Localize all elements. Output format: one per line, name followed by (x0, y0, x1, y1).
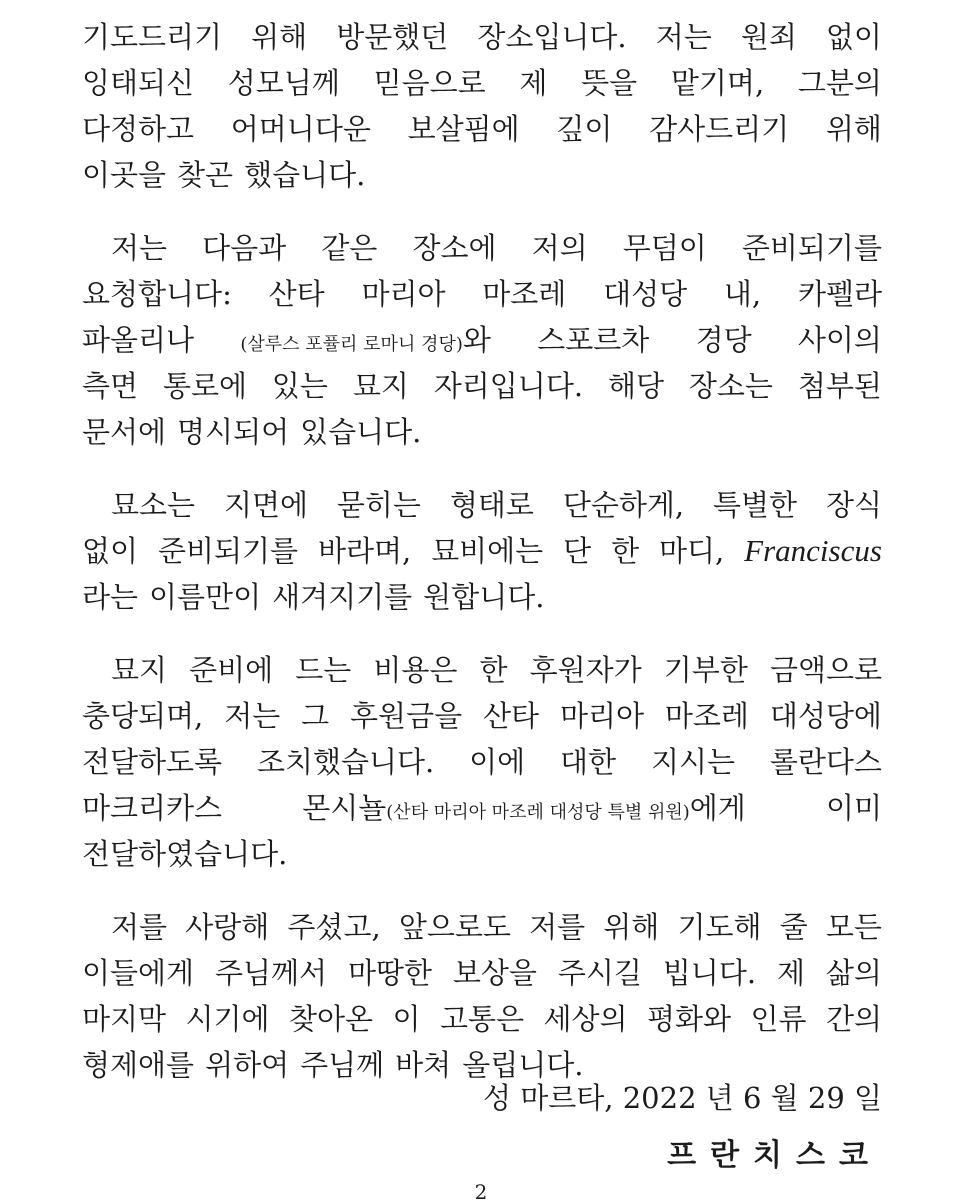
word: 이름만이 (149, 580, 262, 614)
text-line (82, 363, 882, 409)
word: 라는 (82, 580, 139, 614)
word: 후원자가 (529, 653, 642, 687)
word: 몬시뇰(산타 마리아 마조레 대성당 특별 위원)에게 (302, 791, 746, 825)
paragraph (82, 225, 882, 455)
word: 사이의 (797, 323, 882, 357)
word: 대성당에 (769, 699, 882, 733)
word: 대성당 (603, 277, 688, 311)
word: 저의 (531, 231, 588, 265)
word: 다정하고 (82, 112, 195, 146)
paragraph (82, 904, 882, 1088)
word: 인류 (750, 1002, 807, 1036)
word: 저는 (224, 699, 281, 733)
word: 스포르차 (537, 323, 650, 357)
word: 맡기며, (670, 66, 765, 100)
text-line (82, 785, 882, 831)
word: 파올리나 (82, 323, 195, 357)
word: 위해 (251, 20, 308, 54)
text-line (82, 739, 882, 785)
word: 뜻을 (581, 66, 638, 100)
word: 원죄 (740, 20, 797, 54)
word: 장소는 (688, 369, 773, 403)
word: 한 (479, 653, 508, 687)
word: 제 (519, 66, 548, 100)
word: 위해 (825, 112, 882, 146)
word: 내, (723, 277, 762, 311)
word: 같은 (321, 231, 378, 265)
word: 저를 (111, 910, 168, 944)
word: 저를 (529, 910, 586, 944)
word: 위해 (603, 910, 660, 944)
word: 마크리카스 (82, 791, 223, 825)
document-body (82, 14, 882, 1088)
word: 묘지 (111, 653, 168, 687)
word: 지면에 (223, 488, 308, 522)
word: 이 (392, 1002, 421, 1036)
word: Franciscus (744, 533, 882, 568)
word: 비용은 (373, 653, 458, 687)
word: 없이 (82, 534, 139, 568)
word: 카펠라 (797, 277, 882, 311)
text-line (82, 225, 882, 271)
paragraph (82, 647, 882, 877)
word: 삶의 (825, 956, 882, 990)
word: 저는 (655, 20, 712, 54)
word: 단 (563, 534, 592, 568)
text-line (82, 14, 882, 60)
word: 기도해 (677, 910, 762, 944)
text-line (82, 574, 882, 620)
word: 요청합니다: (82, 277, 232, 311)
word: 믿음으로 (373, 66, 486, 100)
word: 주님께서 (214, 956, 328, 990)
word: 기도드리기 (82, 20, 223, 54)
word: 묘지 (352, 369, 409, 403)
word: 세상의 (543, 1002, 628, 1036)
word: 간의 (825, 1002, 882, 1036)
text-line (82, 693, 882, 739)
word: 통로에 (162, 369, 247, 403)
word: 어머니다운 (230, 112, 371, 146)
word: 특별한 (713, 488, 798, 522)
text-line (82, 904, 882, 950)
parenthetical-note: (산타 마리아 마조레 대성당 특별 위원) (386, 802, 690, 823)
word: 묘소는 (111, 488, 196, 522)
word: 마지막 (82, 1002, 167, 1036)
word: 고통은 (439, 1002, 525, 1036)
word: 산타 (483, 699, 540, 733)
word: 준비에 (189, 653, 274, 687)
word: 기부한 (663, 653, 748, 687)
word: 주셨고, (287, 910, 381, 944)
word: 마조레 (664, 699, 749, 733)
word: 앞으로도 (398, 910, 511, 944)
date-line: 성 마르타, 2022 년 6 월 29 일 (483, 1081, 882, 1115)
word: 보살핌에 (407, 112, 520, 146)
text-line (82, 152, 882, 198)
text-line (82, 528, 882, 574)
word: 사랑해 (185, 910, 270, 944)
word: 이미 (825, 791, 882, 825)
word: 충당되며, (82, 699, 204, 733)
word: 마조레 (482, 277, 567, 311)
word: 준비되기를 (157, 534, 299, 568)
word: 이곳을 (82, 158, 167, 192)
word: 이들에게 (82, 956, 195, 990)
text-line (82, 831, 882, 877)
word: 모든 (825, 910, 882, 944)
word: 단순하게, (562, 488, 685, 522)
word: 자리입니다. (433, 369, 584, 403)
word: 위하여 (205, 1048, 290, 1082)
word: 전달하였습니다. (82, 837, 288, 871)
word: 형태로 (449, 488, 534, 522)
word: 경당 (695, 323, 752, 357)
word: 한 (611, 534, 640, 568)
word: 마리아 (361, 277, 446, 311)
word: 없이 (825, 20, 882, 54)
word: 대한 (560, 745, 617, 779)
word: 묘비에는 (431, 534, 544, 568)
word: 장소에 (412, 231, 497, 265)
word: 그분의 (797, 66, 882, 100)
word: 명시되어 (177, 415, 290, 449)
text-line (82, 317, 882, 363)
word: 마땅한 (347, 956, 432, 990)
word: 준비되기를 (741, 231, 882, 265)
word: 형제애를 (82, 1048, 195, 1082)
word: 있습니다. (300, 415, 422, 449)
word: 마디, (659, 534, 725, 568)
word: 성모님께 (227, 66, 340, 100)
word: 찾곤 (177, 158, 234, 192)
word: 주님께 (300, 1048, 385, 1082)
word: 찾아온 (289, 1002, 374, 1036)
word: 무덤이 (622, 231, 707, 265)
word: 빕니다. (662, 956, 757, 990)
paragraph (82, 14, 882, 198)
word: 해당 (607, 369, 664, 403)
word: 올립니다. (462, 1048, 584, 1082)
word: 감사드리기 (649, 112, 790, 146)
word: 깊이 (556, 112, 613, 146)
word: 보상을 (452, 956, 537, 990)
word: 이에 (469, 745, 526, 779)
word: 주시길 (557, 956, 642, 990)
word: 전달하도록 (82, 745, 223, 779)
word: 장소입니다. (477, 20, 627, 54)
text-line (82, 106, 882, 152)
word: 방문했던 (336, 20, 449, 54)
word: 시기에 (185, 1002, 270, 1036)
text-line (82, 996, 882, 1042)
word: 새겨지기를 (272, 580, 413, 614)
word: 바쳐 (395, 1048, 452, 1082)
word: 제 (776, 956, 805, 990)
word: 드는 (295, 653, 352, 687)
word: 후원금을 (350, 699, 463, 733)
text-line (82, 647, 882, 693)
word: 금액으로 (769, 653, 882, 687)
page-number: 2 (474, 1180, 488, 1204)
word: 조치했습니다. (256, 745, 435, 779)
word: 바라며, (317, 534, 412, 568)
word: 그 (301, 699, 330, 733)
word: 잉태되신 (82, 66, 195, 100)
parenthetical-note: (살루스 포퓰리 로마니 경당) (240, 334, 463, 355)
paragraph (82, 482, 882, 620)
word: 측면 (82, 369, 139, 403)
word: 원합니다. (423, 580, 545, 614)
word: 장식 (825, 488, 882, 522)
word: 첨부된 (797, 369, 882, 403)
word: 줄 (779, 910, 808, 944)
text-line (82, 482, 882, 528)
signature: 프란치스코 (667, 1138, 882, 1173)
word: 했습니다. (244, 158, 366, 192)
text-line (82, 950, 882, 996)
word: 저는 (111, 231, 168, 265)
word: (살루스 포퓰리 로마니 경당)와 (240, 323, 491, 357)
word: 마리아 (559, 699, 644, 733)
word: 산타 (268, 277, 325, 311)
word: 롤란다스 (769, 745, 882, 779)
text-line (82, 271, 882, 317)
text-line (82, 409, 882, 455)
word: 있는 (271, 369, 328, 403)
text-line (82, 60, 882, 106)
word: 묻히는 (336, 488, 421, 522)
word: 다음과 (202, 231, 287, 265)
word: 문서에 (82, 415, 167, 449)
word: 평화와 (646, 1002, 732, 1036)
word: 지시는 (650, 745, 735, 779)
